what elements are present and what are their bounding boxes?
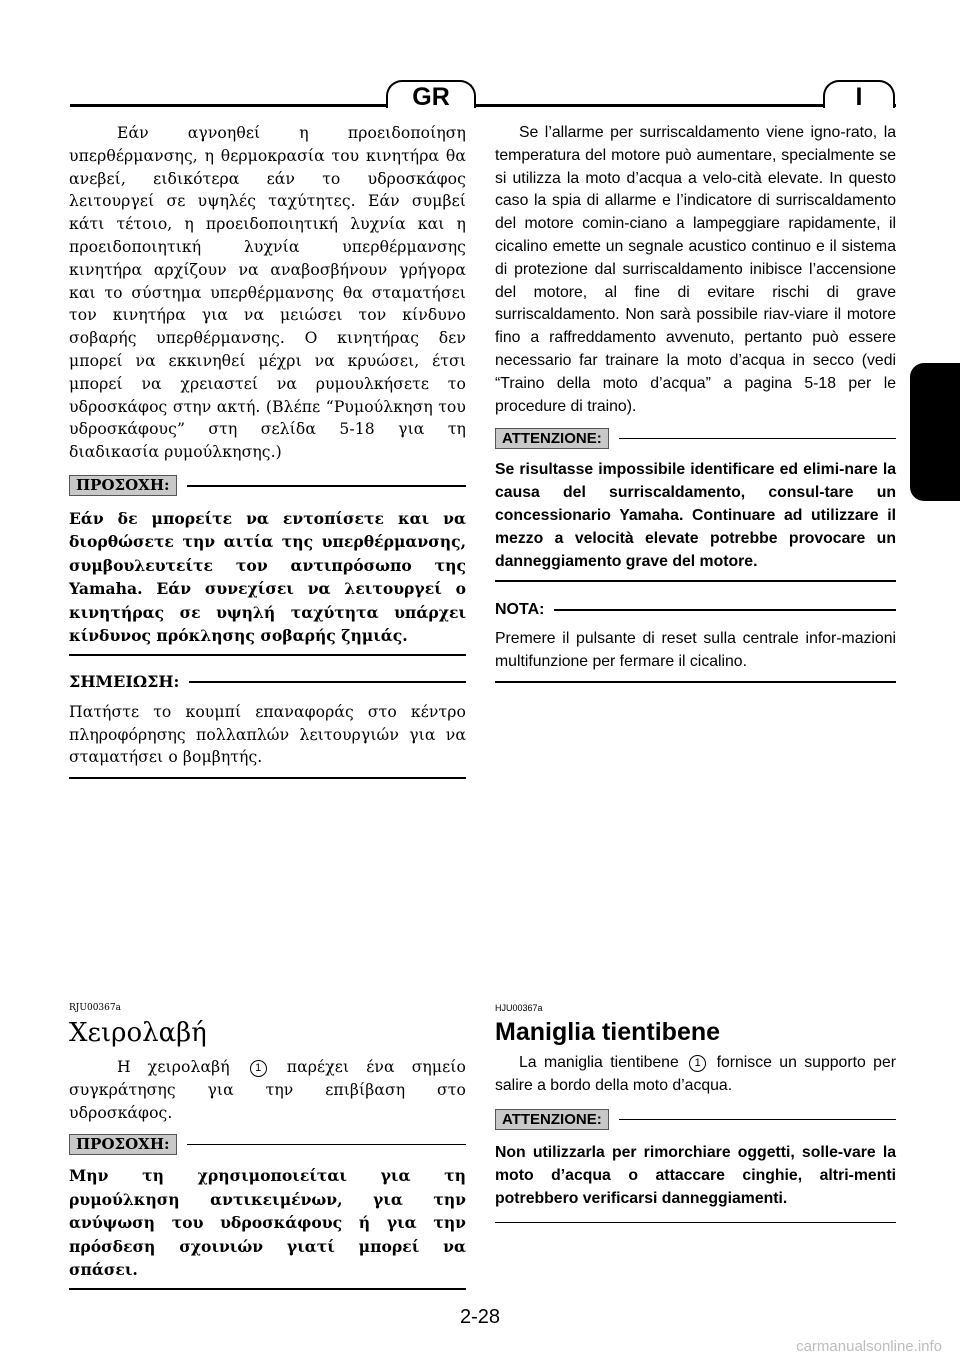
caution-rule [619,1119,896,1121]
greek-caution-label-2: ΠΡΟΣΟΧΗ: [69,1134,177,1155]
language-tab-italian-label: I [855,83,863,111]
italian-section-code: HJU00367a [495,1003,543,1013]
greek-handle-paragraph [69,1056,466,1124]
caution-end-rule [69,1288,466,1290]
greek-overheat-paragraph: Εάν αγνοηθεί η προειδοποίηση υπερθέρμανσης, η θερμοκρασία του κινητήρα θα ανεβεί, ειδικότερα εάν το υδροσκάφος λειτουργεί σε υψηλές ταχύτητες. Εάν συμβεί κάτι τέτοιο, η προειδοποιητική λυχνία και η προειδοποιητική λυχνία υπερθέρμανσης κινητήρα αρχίζουν να αναβοσβήνουν γρήγορα και το σύστημα υπερθέρμανσης θα σταματήσει τον κινητήρα για να μειώσει τον κίνδυνο σοβαρής υπερθέρμανσης. Ο κινητήρας δεν μπορεί να εκκινηθεί μέχρι να κρυώσει, έτσι μπορεί να χρειαστεί να ρυμουλκήσετε το υδροσκάφος στην ακτή. (Βλέπε “Ρυμούλκηση του υδροσκάφους” στη σελίδα 5-18 για τη διαδικασία ρυμούλκησης.) [69,124,466,462]
greek-section-title: Χειρολαβή [69,1018,207,1048]
greek-column-top [69,122,466,779]
language-tab-greek-label: GR [412,83,450,111]
note-rule [189,681,466,683]
italian-caution-header [495,426,896,450]
caution-rule [187,1144,466,1146]
note-end-rule [69,777,466,779]
greek-note-label: ΣΗΜΕΙΩΣΗ: [69,671,180,691]
italian-caution-text: Se risultasse impossibile identificare ed elimi-nare la causa del surriscaldamento, consul-tare un concessionario Yamaha. Continuare ad utilizzare il mezzo a velocità elevate potrebbe provocare un danneggiamento grave del motore. [495,461,896,571]
italian-overheat-paragraph: Se l’allarme per surriscaldamento viene igno-rato, la temperatura del motore può aumentare, specialmente se si utilizza la moto d’acqua a velo-cità elevate. In questo caso la spia di allarme e l’indicatore di surriscaldamento del motore comin-ciano a lampeggiare rapidamente, il cicalino emette un segnale acustico continuo e il sistema di protezione dal surriscaldamento inibisce l’accensione del motore, al fine di evitare rischi di grave surriscaldamento. Non sarà possibile riav-viare il motore fino a raffreddamento avvenuto, pertanto può essere necessario far trainare la moto d’acqua in secco (vedi “Traino della moto d’acqua” a pagina 5-18 per le procedure di traino). [495,124,896,415]
note-end-rule [495,681,896,683]
italian-caution-text-2: Non utilizzarla per rimorchiare oggetti, solle-vare la moto d’acqua o attaccare cinghie, altri-menti potrebbero verificarsi danneggiamenti. [495,1143,896,1207]
italian-handle-text-end: fornisce un supporto per salire a bordo della moto d’acqua. [495,1054,896,1094]
italian-caution-label: ATTENZIONE: [495,428,609,449]
language-tab-italian [823,80,895,111]
italian-column-top [495,122,896,683]
greek-section-code: RJU00367a [69,1003,121,1013]
caution-end-rule [495,580,896,582]
italian-handle-paragraph [495,1052,896,1098]
caution-end-rule [69,654,466,656]
callout-number-1: 1 [250,1060,267,1077]
italian-note-header [495,598,896,622]
caution-rule [619,438,896,440]
greek-note-text: Πατήστε το κουμπί επαναφοράς στο κέντρο πληροφόρησης πολλαπλών λειτουργιών για να σταματήσει ο βομβητής. [69,702,466,767]
greek-note-header [69,670,466,694]
greek-handle-text-start: Η χειρολαβή [117,1058,247,1076]
greek-caution-text-2: Μην τη χρησιμοποιείται για τη ρυμούλκηση αντικειμένων, για την ανύψωση του υδροσκάφους ή για την πρόσδεση σχοινιών γιατί μπορεί να σπάσει. [69,1166,466,1280]
italian-handle-text-start: La maniglia tientibene [519,1054,687,1071]
watermark: carmanualsonline.info [796,1338,942,1355]
greek-handle-text-end: παρέχει ένα σημείο συγκράτησης για την επιβίβαση στο υδροσκάφος. [69,1058,466,1122]
greek-column-handle-section [69,1002,466,1290]
greek-caution-label: ΠΡΟΣΟΧΗ: [69,475,177,496]
italian-caution-header-2 [495,1108,896,1132]
greek-caution-text: Εάν δε μπορείτε να εντοπίσετε και να διορθώσετε την αιτία της υπερθέρμανσης, συμβουλευτείτε τον αντιπρόσωπο της Yamaha. Εάν συνεχίσει να λειτουργεί ο κινητήρας σε υψηλή ταχύτητα υπάρχει κίνδυνος πρόκλησης σοβαρής ζημιάς. [69,508,466,645]
header-rule [70,104,896,107]
note-rule [554,609,896,611]
italian-column-handle-section [495,1002,896,1223]
chapter-thumb-tab [910,363,960,501]
italian-note-text: Premere il pulsante di reset sulla centrale infor-mazioni multifunzione per fermare il cicalino. [495,629,896,670]
callout-number-1: 1 [689,1055,706,1072]
greek-caution-header [69,474,466,498]
caution-rule [187,485,466,487]
italian-caution-label-2: ATTENZIONE: [495,1109,609,1130]
language-tab-greek [386,80,476,111]
italian-section-title: Maniglia tientibene [495,1018,721,1046]
page-number: 2-28 [459,1306,501,1328]
italian-note-label: NOTA: [495,600,545,618]
caution-end-rule [495,1222,896,1224]
greek-caution-header-2 [69,1132,466,1156]
